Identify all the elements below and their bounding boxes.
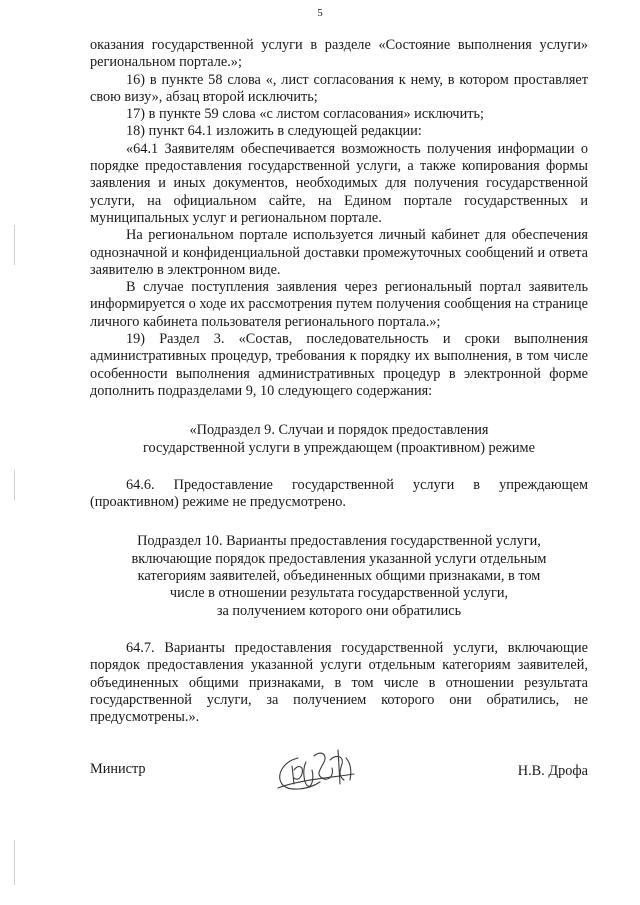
scan-margin-line-bottom: [14, 840, 15, 885]
subsection-10-title-line-1: Подраздел 10. Варианты предоставления государственной услуги,: [137, 533, 541, 550]
document-body: [90, 37, 588, 726]
paragraph-64-7: 64.7. Варианты предоставления государственной услуги, включающие порядок предоставления указанной услуги отдельным категориям заявителей, объединенных общими признаками, в том числе в отношении результата государственной услуги, за получением которого они обратились, не предусмотрены.».: [90, 639, 588, 726]
paragraph-continuation: оказания государственной услуги в разделе «Состояние выполнения услуги» региональном портале.»;: [90, 37, 588, 71]
paragraph-item-18: 18) пункт 64.1 изложить в следующей редакции:: [126, 123, 422, 140]
paragraph-64-6: 64.6. Предоставление государственной услуги в упреждающем (проактивном) режиме не предусмотрено.: [90, 476, 588, 511]
scan-margin-line-top: [14, 225, 15, 265]
signer-name: Н.В. Дрофа: [517, 763, 588, 779]
subsection-10-title-line-2: включающие порядок предоставления указанной услуги отдельным: [131, 550, 547, 567]
scan-margin-line-middle: [14, 470, 15, 500]
paragraph-regional-portal: На региональном портале используется личный кабинет для обеспечения однозначной и конфиденциальной доставки промежуточных сообщений и ответа заявителю в электронном виде.: [90, 227, 588, 278]
handwritten-signature: [268, 740, 360, 802]
paragraph-64-1: «64.1 Заявителям обеспечивается возможность получения информации о порядке предоставления государственной услуги, а также копирования формы заявления и иных документов, необходимых для получения государственной услуги, на официальном сайте, на Едином портале государственных и муниципальных услуг и региональном портале.: [90, 140, 588, 226]
subsection-9-title-line-1: «Подраздел 9. Случаи и порядок предоставления: [189, 422, 489, 439]
signer-position: Министр: [90, 761, 146, 777]
subsection-10-title-line-4: числе в отношении результата государственной услуги,: [169, 585, 509, 602]
signature-block: [90, 750, 588, 810]
subsection-10-title-line-5: за получением которого они обратились: [216, 602, 462, 619]
subsection-9-title-line-2: государственной услуги в упреждающем (проактивном) режиме: [143, 439, 535, 456]
paragraph-application-received: В случае поступления заявления через региональный портал заявитель информируется о ходе их рассмотрения путем получения сообщения на странице личного кабинета пользователя регионального портала.»;: [90, 279, 588, 330]
paragraph-item-16: 16) в пункте 58 слова «, лист согласования к нему, в котором проставляет свою визу», абзац второй исключить;: [90, 71, 588, 105]
paragraph-item-19: 19) Раздел 3. «Состав, последовательность и сроки выполнения административных процедур, требования к порядку их выполнения, в том числе особенности выполнения административных процедур в электронной форме дополнить подразделами 9, 10 следующего содержания:: [90, 331, 588, 399]
page-number: 5: [317, 7, 323, 19]
paragraph-item-17: 17) в пункте 59 слова «с листом согласования» исключить;: [126, 106, 484, 123]
subsection-10-title-line-3: категориям заявителей, объединенных общими признаками, в том: [137, 568, 541, 585]
